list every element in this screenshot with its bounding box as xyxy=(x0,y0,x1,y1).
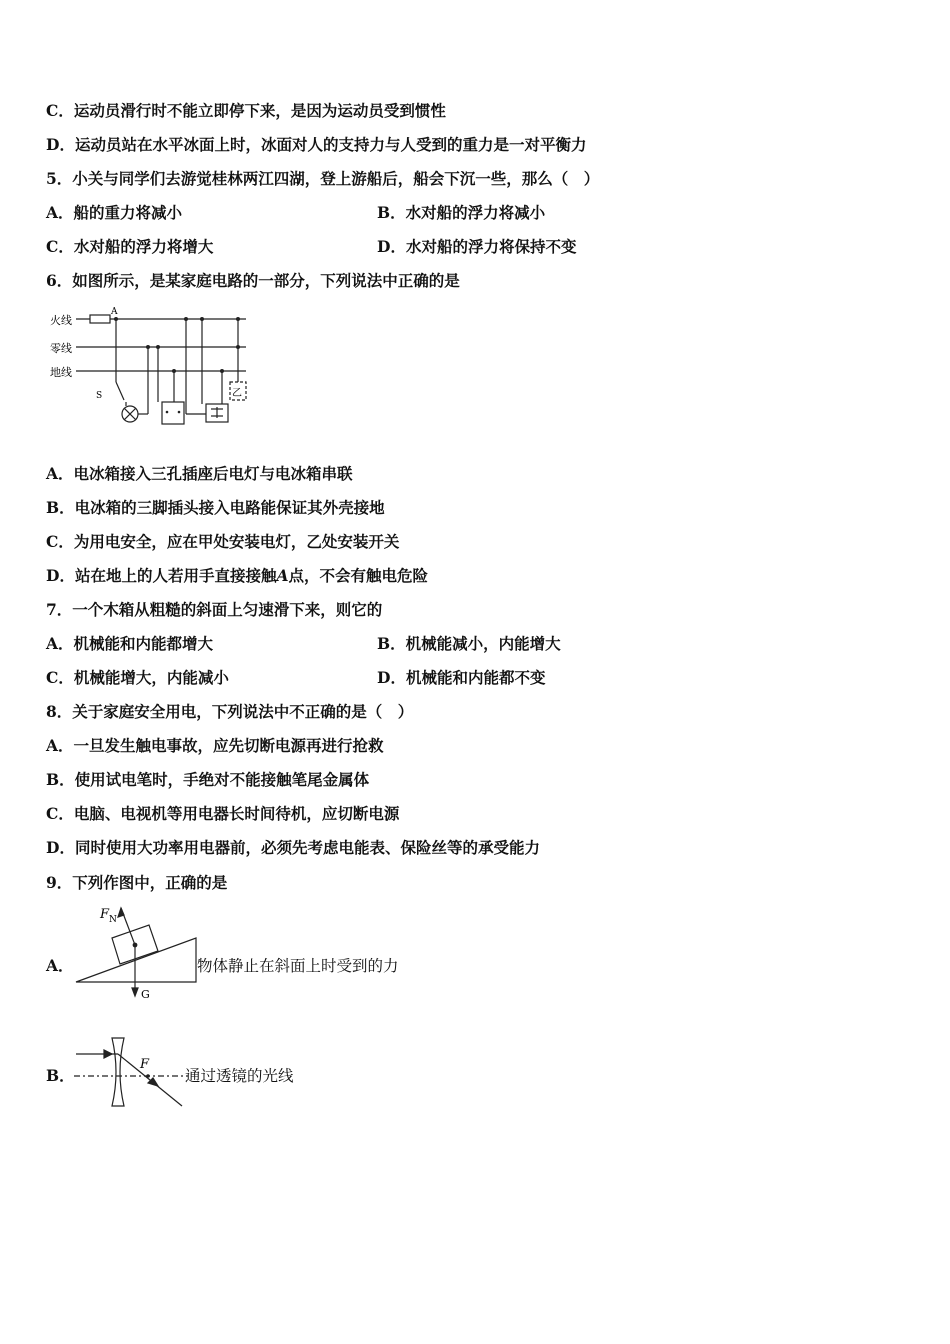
ground-wire-label: 地线 xyxy=(50,366,72,379)
q9-option-a-label: A． xyxy=(46,956,74,975)
normal-force-label: F xyxy=(100,907,110,922)
q4-option-d: D．运动员站在水平冰面上时，冰面对人的支持力与人受到的重力是一对平衡力 xyxy=(46,135,587,154)
q6-option-b: B．电冰箱的三脚插头接入电路能保证其外壳接地 xyxy=(46,498,385,517)
focal-point-label: F xyxy=(140,1057,150,1072)
q7-stem: 7．一个木箱从粗糙的斜面上匀速滑下来，则它的 xyxy=(46,600,383,619)
lens-ray-diagram xyxy=(74,1036,188,1110)
q6-option-c: C．为用电安全，应在甲处安装电灯，乙处安装开关 xyxy=(46,532,400,551)
gravity-label: G xyxy=(141,988,150,1001)
q5-option-a: A．船的重力将减小 xyxy=(46,203,183,222)
q7-option-b: B．机械能减小，内能增大 xyxy=(377,634,561,653)
q6-option-d-text-2: 点，不会有触电危险 xyxy=(288,566,428,585)
neutral-wire-label: 零线 xyxy=(50,342,72,355)
q6-stem: 6．如图所示，是某家庭电路的一部分，下列说法中正确的是 xyxy=(46,271,460,290)
switch-label: S xyxy=(96,391,103,401)
q5-option-d: D．水对船的浮力将保持不变 xyxy=(377,237,577,256)
q8-option-a: A．一旦发生触电事故，应先切断电源再进行抢救 xyxy=(46,736,384,755)
q9-option-a-caption: 物体静止在斜面上时受到的力 xyxy=(197,957,399,975)
q8-stem: 8．关于家庭安全用电，下列说法中不正确的是（ ） xyxy=(46,702,414,721)
incline-force-diagram xyxy=(74,902,200,1006)
q4-option-c: C．运动员滑行时不能立即停下来，是因为运动员受到惯性 xyxy=(46,101,446,120)
q8-option-d: D．同时使用大功率用电器前，必须先考虑电能表、保险丝等的承受能力 xyxy=(46,838,540,857)
box-b-label: 乙 xyxy=(232,388,242,399)
q9-option-b-caption: 通过透镜的光线 xyxy=(185,1067,294,1085)
q5-option-c: C．水对船的浮力将增大 xyxy=(46,237,214,256)
q6-option-d-variable: A xyxy=(276,566,289,585)
q5-stem: 5．小关与同学们去游觉桂林两江四湖，登上游船后，船会下沉一些，那么（ ） xyxy=(46,169,600,188)
q7-option-a: A．机械能和内能都增大 xyxy=(46,634,214,653)
point-a-label: A xyxy=(111,307,118,317)
q6-option-d-text-1: D．站在地上的人若用手直接接触 xyxy=(46,566,277,585)
household-circuit-diagram xyxy=(46,304,256,430)
q5-option-b: B．水对船的浮力将减小 xyxy=(377,203,546,222)
q9-option-b-label: B． xyxy=(46,1066,75,1085)
q9-stem: 9．下列作图中，正确的是 xyxy=(46,873,228,892)
normal-force-subscript: N xyxy=(109,915,117,925)
q6-option-d xyxy=(46,566,428,586)
q6-option-a: A．电冰箱接入三孔插座后电灯与电冰箱串联 xyxy=(46,464,353,483)
q7-option-c: C．机械能增大，内能减小 xyxy=(46,668,229,687)
q8-option-b: B．使用试电笔时，手绝对不能接触笔尾金属体 xyxy=(46,770,370,789)
q8-option-c: C．电脑、电视机等用电器长时间待机，应切断电源 xyxy=(46,804,400,823)
live-wire-label: 火线 xyxy=(50,314,72,327)
q7-option-d: D．机械能和内能都不变 xyxy=(377,668,546,687)
